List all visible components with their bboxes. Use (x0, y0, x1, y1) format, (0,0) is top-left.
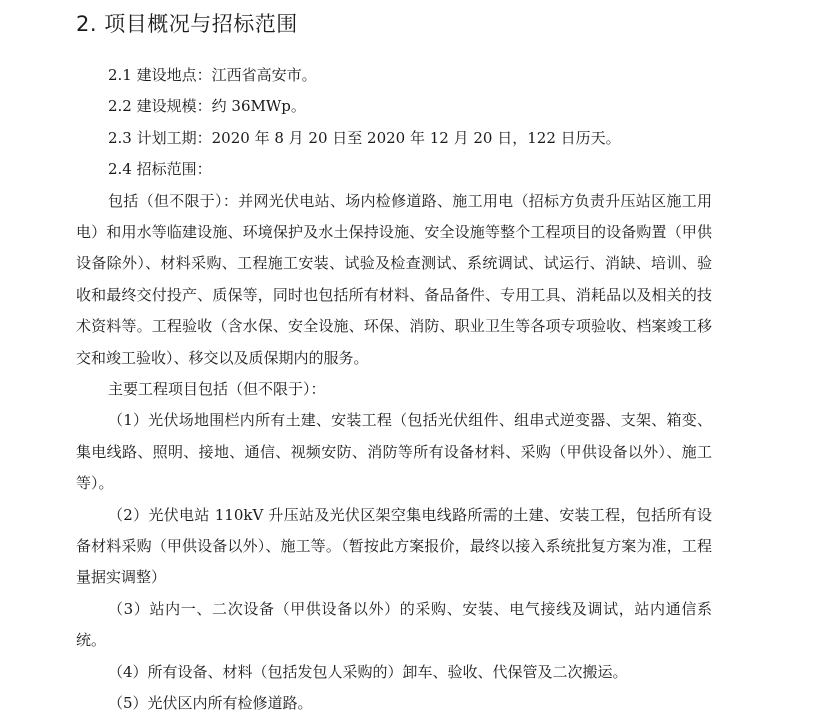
section-heading (76, 8, 298, 38)
item-number: 2.1 (108, 66, 132, 84)
main-item-1: （1）光伏场地围栏内所有土建、安装工程（包括光伏组件、组串式逆变器、支架、箱变、集电线路、照明、接地、通信、视频安防、消防等所有设备材料、采购（甲供设备以外）、施工等）。 (76, 411, 712, 493)
section-number: 2. (76, 12, 98, 36)
item-location (76, 60, 712, 91)
section-title: 项目概况与招标范围 (104, 12, 298, 36)
item-number: 2.3 (108, 128, 132, 147)
section-body (76, 60, 712, 719)
main-item-3: （3）站内一、二次设备（甲供设备以外）的采购、安装、电气接线及调试，站内通信系统。 (76, 599, 712, 650)
scope-paragraph: 包括（但不限于）：并网光伏电站、场内检修道路、施工用电（招标方负责升压站区施工用电）和用水等临建设施、环境保护及水土保持设施、安全设施等整个工程项目的设备购置（甲供设备除外）、材料采购、工程施工安装、试验及检查测试、系统调试、试运行、消缺、培训、验收和最终交付投产、质保等，同时也包括所有材料、备品备件、专用工具、消耗品以及相关的技术资料等。工程验收（含水保、安全设施、环保、消防、职业卫生等各项专项验收、档案竣工移交和竣工验收）、移交以及质保期内的服务。 (76, 191, 712, 367)
item-scale (76, 91, 712, 122)
item-number: 2.2 (108, 97, 132, 116)
item-schedule (76, 123, 712, 154)
main-item-5: （5）光伏区内所有检修道路。 (108, 694, 313, 713)
item-text: 计划工期：2020 年 8 月 20 日至 2020 年 12 月 20 日，122 日历天。 (136, 128, 621, 147)
item-text: 建设地点：江西省高安市。 (136, 66, 317, 84)
main-item-2: （2）光伏电站 110kV 升压站及光伏区架空集电线路所需的土建、安装工程，包括所有设备材料采购（甲供设备以外）、施工等。（暂按此方案报价，最终以接入系统批复方案为准，工程量据实调整） (76, 505, 712, 587)
item-scope (76, 154, 712, 185)
item-text: 招标范围： (136, 160, 212, 179)
main-item-4: （4）所有设备、材料（包括发包人采购的）卸车、验收、代保管及二次搬运。 (108, 662, 628, 681)
main-items-intro: 主要工程项目包括（但不限于）： (108, 380, 326, 398)
item-number: 2.4 (108, 160, 132, 179)
item-text: 建设规模：约 36MWp。 (136, 97, 306, 116)
